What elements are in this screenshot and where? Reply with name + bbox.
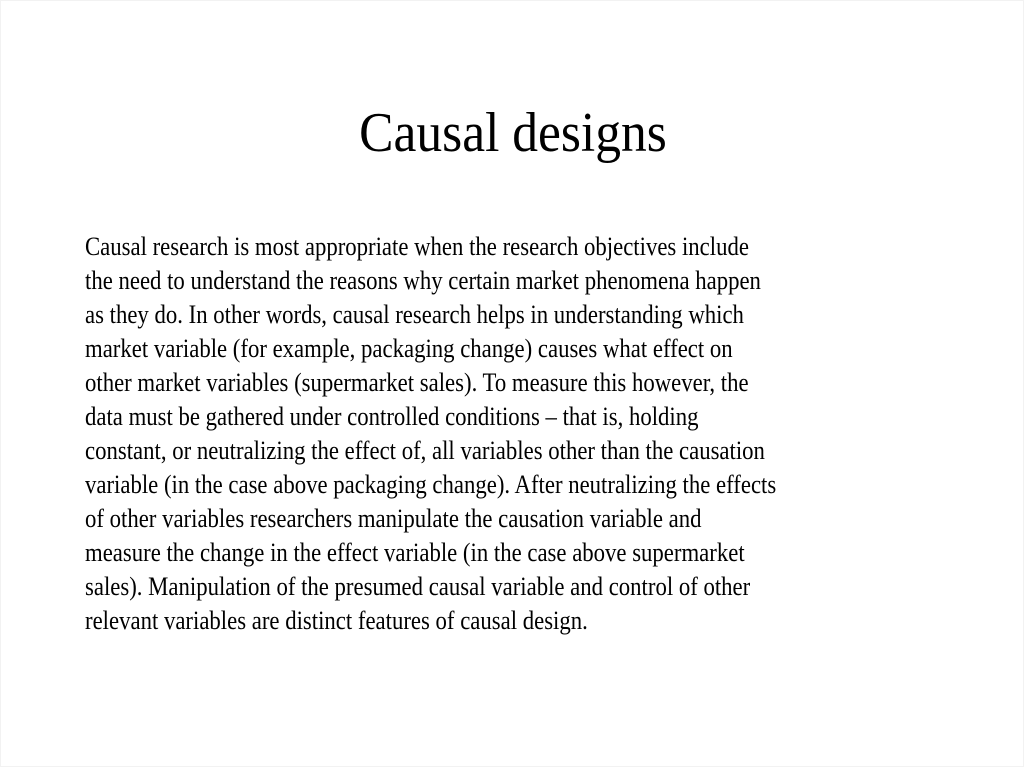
body-line: sales). Manipulation of the presumed causal variable and control of other [85,572,751,601]
body-line: market variable (for example, packaging change) causes what effect on [85,334,733,363]
body-line: variable (in the case above packaging change). After neutralizing the effects [85,470,777,499]
slide-title: Causal designs [359,102,667,164]
body-line: as they do. In other words, causal research helps in understanding which [85,300,744,329]
body-line: of other variables researchers manipulate the causation variable and [85,504,702,533]
body-line: the need to understand the reasons why certain market phenomena happen [85,266,761,295]
body-line: relevant variables are distinct features of causal design. [85,606,588,635]
slide-body-text [85,230,985,638]
body-line: Causal research is most appropriate when the research objectives include [85,232,749,261]
body-line: data must be gathered under controlled conditions – that is, holding [85,402,699,431]
body-line: constant, or neutralizing the effect of, all variables other than the causation [85,436,765,465]
body-line: measure the change in the effect variable (in the case above supermarket [85,538,745,567]
body-line: other market variables (supermarket sales). To measure this however, the [85,368,749,397]
